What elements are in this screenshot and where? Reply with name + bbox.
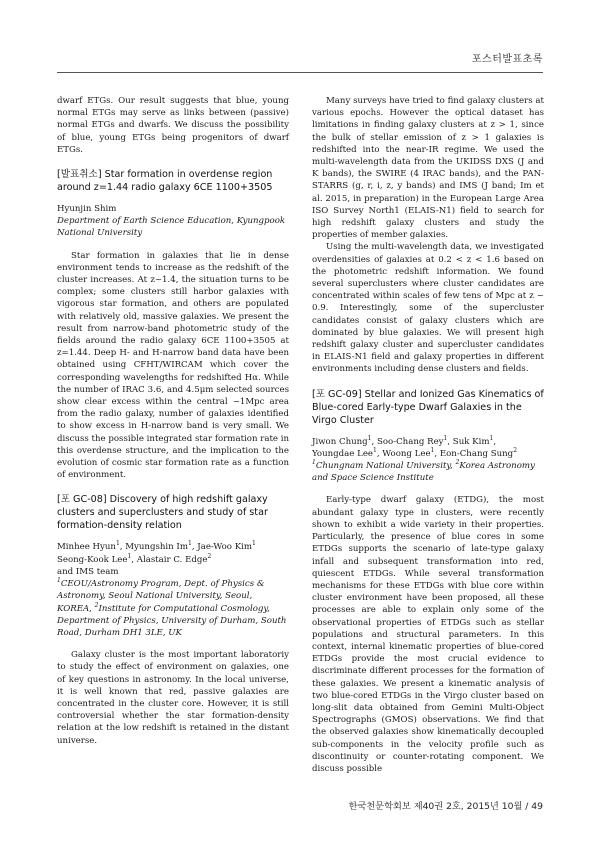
author-name: Seong-Kook Lee	[57, 554, 128, 565]
affil-marker: 1	[312, 459, 316, 467]
affil-marker: 2	[207, 552, 212, 560]
abstract-authors	[57, 541, 289, 578]
author-name: Jiwon Chung	[312, 436, 368, 447]
author-name: , Woong Lee	[376, 448, 431, 459]
continued-paragraph: Using the multi-wavelength data, we investigated overdensities of galaxies at 0.2 < z < 1.6 based on the photometric redshift information. We found several superclusters where cluster candidates are concentrated within scales of few tens of Mpc at z ~ 0.9. Interestingly, some of the supercluster candidates consist of galaxy clusters which are dominated by blue galaxies. We will present high redshift galaxy cluster and supercluster candidates in ELAIS-N1 field and galaxy properties in different environments including dense clusters and fields.	[312, 242, 544, 375]
intro-paragraph: dwarf ETGs. Our result suggests that blue, young normal ETGs may serve as links between (passive) normal ETGs and dwarfs. We discuss the possibility of blue, young ETGs being progenitors of dwarf ETGs.	[57, 96, 289, 155]
abstract-body: Early-type dwarf galaxy (ETDG), the most abundant galaxy type in clusters, were recently shown to exhibit a wide variety in their properties. Particularly, the presence of blue cores in some ETDGs supports the scenario of late-type galaxy infall and subsequent transformation into red, quiescent ETDGs. While several transformation mechanisms for these ETDGs with blue core within cluster environment have been proposed, all these processes are able to explain only some of the observational properties of ETDGs such as stellar populations and structural parameters. In this context, internal kinematic properties of blue-cored ETDGs provide the most crucial evidence to discriminate different processes for the formation of these galaxies. We present a kinematic analysis of two blue-cored ETDGs in the Virgo cluster based on long-slit data obtained from Gemini Multi-Object Spectrographs (GMOS) observations. We find that the observed galaxies show kinematically decoupled sub-components in the velocity profile such as discontinuity or counter-rotating component. We discuss possible	[312, 495, 544, 774]
right-column	[312, 95, 544, 775]
author-name: , Suk Kim	[447, 436, 490, 447]
abstract-star-formation	[57, 168, 289, 481]
abstract-title: [발표취소] Star formation in overdense region around z=1.44 radio galaxy 6CE 1100+3505	[57, 169, 273, 194]
abstract-title: [포 GC-08] Discovery of high redshift galaxy clusters and superclusters and study of star formation-density relation	[57, 494, 268, 532]
abstract-affiliations	[312, 460, 544, 484]
left-column	[57, 95, 289, 747]
abstract-body: Star formation in galaxies that lie in dense environment tends to increase as the redshift of the cluster increases. At z~1.4, the situation turns to be complex; some clusters still harbor galaxies with vigorous star formation, and others are populated with relatively old, massive galaxies. We present the result from narrow-band photometric study of the fields around the radio galaxy 6CE 1100+3505 at z=1.44. Deep H- and H-narrow band data have been obtained using CFHT/WIRCAM which cover the corresponding wavelengths for redshifted Hα. While the number of IRAC 3.6, and 4.5μm selected sources show clear excess within the central ~1Mpc area from the radio galaxy, number of galaxies identified to show excess in H-narrow band is very small. We discuss the possible integrated star formation rate in this overdense structure, and the implication to the evolution of cosmic star formation rate as a function of environment.	[57, 250, 289, 481]
affil-marker: 1	[367, 434, 372, 442]
affiliation-text: CEOU/Astronomy Program, Dept. of Physics & Astronomy, Seoul National University, Seoul, KOREA,	[57, 579, 265, 614]
abstract-title: [포 GC-09] Stellar and Ionized Gas Kinematics of Blue-cored Early-type Dwarf Galaxies in the Virgo Cluster	[312, 388, 544, 426]
abstract-affiliations	[57, 578, 289, 639]
footer-journal-info: 한국천문학회보 제40권 2호, 2015년 10월 / 49	[348, 801, 543, 812]
abstract-body: Galaxy cluster is the most important laboratoriy to study the effect of environment on galaxies, one of key questions in astronomy. In the local universe, it is well known that red, passive galaxies are concentrated in the cluster core. However, it is still controversial whether the star formation-density relation at the low redshift is retained in the distant universe.	[57, 650, 289, 746]
affiliation-text: Institute for Computational Cosmology, Department of Physics, University of Durham, South Road, Durham DH1 3LE, UK	[57, 603, 287, 638]
affiliation-text: Korea Astronomy and Space Science Institute	[312, 461, 535, 484]
affil-marker: 1	[252, 540, 256, 548]
affil-marker: 2	[455, 459, 460, 467]
header-divider	[57, 72, 543, 73]
abstract-gc-08	[57, 493, 289, 746]
affil-marker: 1	[187, 540, 192, 548]
author-team: and IMS team	[57, 566, 119, 577]
continued-paragraph: Many surveys have tried to find galaxy clusters at various epochs. However the optical dataset has limitations in finding galaxy clusters at z > 1, since the bulk of stellar emission of z > 1 galaxies is redshifted into the near-IR regime. We used the multi-wavelength data from the UKIDSS DXS (J and K bands), the SWIRE (4 IRAC bands), and the PAN-STARRS (g, r, i, z, y bands) and IMS (J band; Im et al. 2015, in preparation) in the European Large Area ISO Survey North1 (ELAIS-N1) field to search for high redshift galaxy clusters and study the properties of member galaxies.	[312, 96, 544, 241]
author-name: Youngdae Lee	[312, 448, 373, 459]
affiliation-text: Chungnam National University,	[315, 461, 453, 472]
section-header-label: 포스터발표초록	[471, 54, 543, 65]
abstract-author: Hyunjin Shim	[57, 204, 117, 215]
affil-marker: 1	[489, 434, 494, 442]
affil-marker: 1	[430, 447, 435, 455]
abstract-authors: Jiwon Chung$^1$, Soo-Chang Rey$^1$, Suk Kim$^1$, Youngdae Lee$^1$, Woong Lee$^1$, Eon-Chang Sung$^2$	[312, 434, 518, 459]
abstract-gc-09	[312, 388, 544, 775]
author-name: , Myungshin Im	[119, 542, 188, 553]
author-name: , Jae-Woo Kim	[191, 542, 253, 553]
affil-marker: 2	[513, 447, 518, 455]
author-name: , Soo-Chang Rey	[371, 436, 444, 447]
author-name: , Alastair C. Edge	[131, 554, 208, 565]
affil-marker: 1	[57, 577, 61, 585]
affil-marker: 1	[443, 434, 448, 442]
author-name: Minhee Hyun	[57, 542, 116, 553]
affil-marker: 2	[94, 601, 99, 609]
affil-marker: 1	[373, 447, 377, 455]
abstract-affiliation: Department of Earth Science Education, Kyungpook National University	[57, 216, 286, 239]
affil-marker: 1	[115, 540, 120, 548]
author-name: , Eon-Chang Sung	[434, 448, 514, 459]
affil-marker: 1	[127, 552, 132, 560]
